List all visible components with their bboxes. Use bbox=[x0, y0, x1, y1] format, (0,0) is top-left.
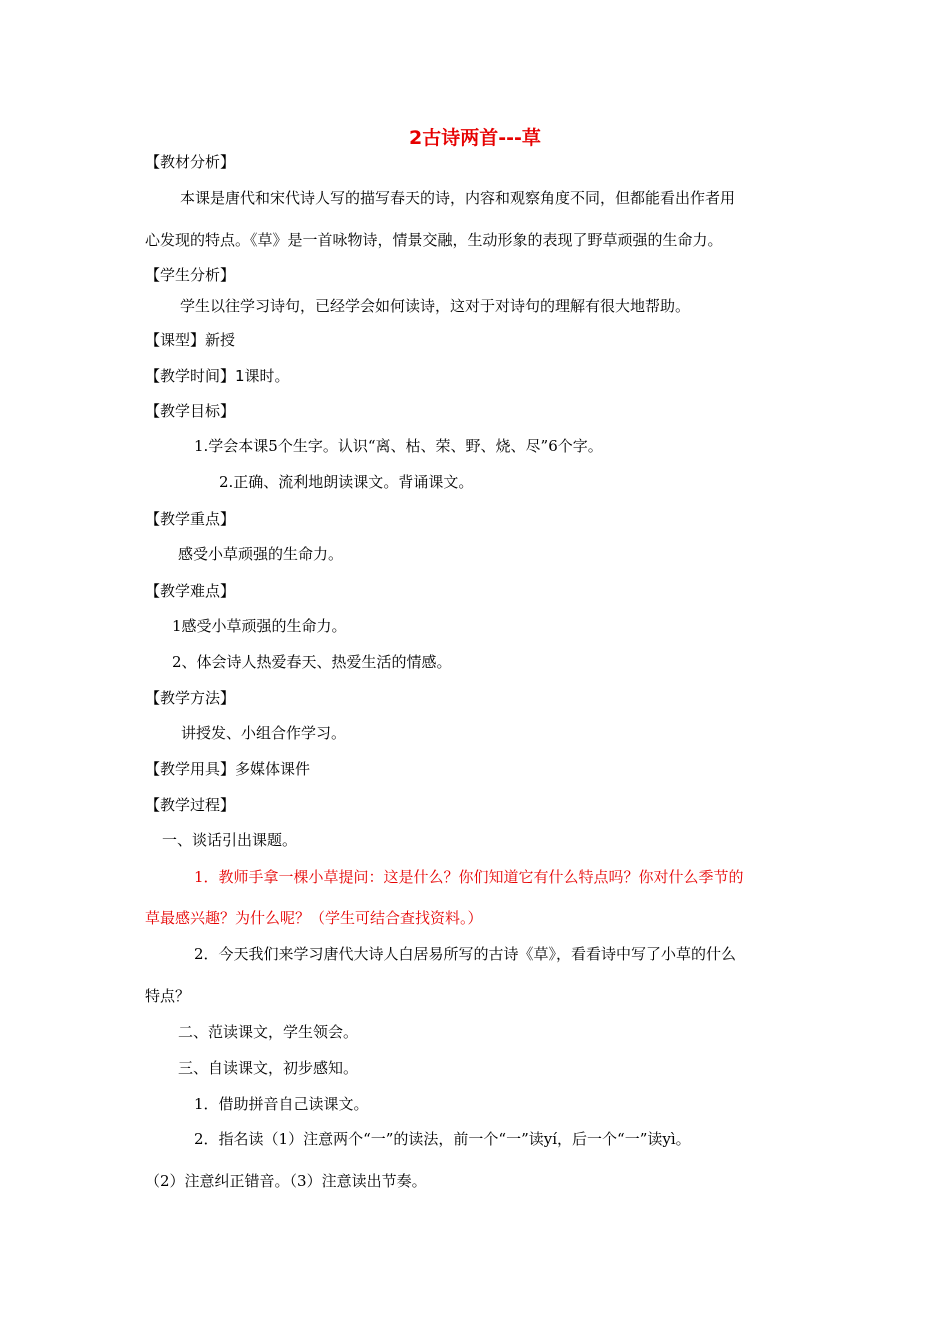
section-heading-teaching-tools: 【教学用具】多媒体课件 bbox=[145, 760, 311, 778]
step-heading: 三、自读课文，初步感知。 bbox=[178, 1059, 359, 1077]
step-heading: 一、谈话引出课题。 bbox=[162, 831, 298, 849]
highlighted-paragraph-line: 1．教师手拿一棵小草提问：这是什么？你们知道它有什么特点吗？你对什么季节的 bbox=[194, 868, 744, 886]
paragraph-line: 感受小草顽强的生命力。 bbox=[178, 545, 344, 563]
section-heading-textbook-analysis: 【教材分析】 bbox=[145, 153, 236, 171]
section-heading-lesson-type: 【课型】新授 bbox=[145, 331, 236, 349]
paragraph-line: 特点？ bbox=[145, 987, 191, 1005]
section-heading-teaching-time: 【教学时间】1课时。 bbox=[145, 367, 290, 385]
section-heading-difficulties: 【教学难点】 bbox=[145, 582, 236, 600]
section-heading-teaching-methods: 【教学方法】 bbox=[145, 689, 236, 707]
list-item: 1感受小草顽强的生命力。 bbox=[172, 617, 347, 635]
section-heading-student-analysis: 【学生分析】 bbox=[145, 266, 236, 284]
section-heading-key-points: 【教学重点】 bbox=[145, 510, 236, 528]
list-item: 2.正确、流利地朗读课文。背诵课文。 bbox=[219, 473, 474, 491]
highlighted-paragraph-line: 草最感兴趣？为什么呢？（学生可结合查找资料。） bbox=[145, 909, 483, 927]
list-item: 1．借助拼音自己读课文。 bbox=[194, 1095, 369, 1113]
step-heading: 二、范读课文，学生领会。 bbox=[178, 1023, 359, 1041]
paragraph-line: 心发现的特点。《草》是一首咏物诗，情景交融，生动形象的表现了野草顽强的生命力。 bbox=[145, 231, 723, 249]
paragraph-line: 2．今天我们来学习唐代大诗人白居易所写的古诗《草》，看看诗中写了小草的什么 bbox=[194, 945, 737, 963]
section-heading-teaching-goals: 【教学目标】 bbox=[145, 402, 236, 420]
paragraph-line: 学生以往学习诗句，已经学会如何读诗，这对于对诗句的理解有很大地帮助。 bbox=[180, 297, 691, 315]
section-heading-teaching-process: 【教学过程】 bbox=[145, 796, 236, 814]
paragraph-line: 本课是唐代和宋代诗人写的描写春天的诗，内容和观察角度不同，但都能看出作者用 bbox=[180, 189, 736, 207]
document-title: 2古诗两首---草 bbox=[409, 127, 541, 149]
list-item: 2、体会诗人热爱春天、热爱生活的情感。 bbox=[172, 653, 452, 671]
list-item: 2．指名读（1）注意两个“一”的读法，前一个“一”读yí，后一个“一”读yì。 bbox=[194, 1130, 691, 1148]
list-item: 1.学会本课5个生字。认识“离、枯、荣、野、烧、尽”6个字。 bbox=[194, 437, 603, 455]
paragraph-line: （2）注意纠正错音。（3）注意读出节奏。 bbox=[145, 1172, 427, 1190]
paragraph-line: 讲授发、小组合作学习。 bbox=[181, 724, 347, 742]
